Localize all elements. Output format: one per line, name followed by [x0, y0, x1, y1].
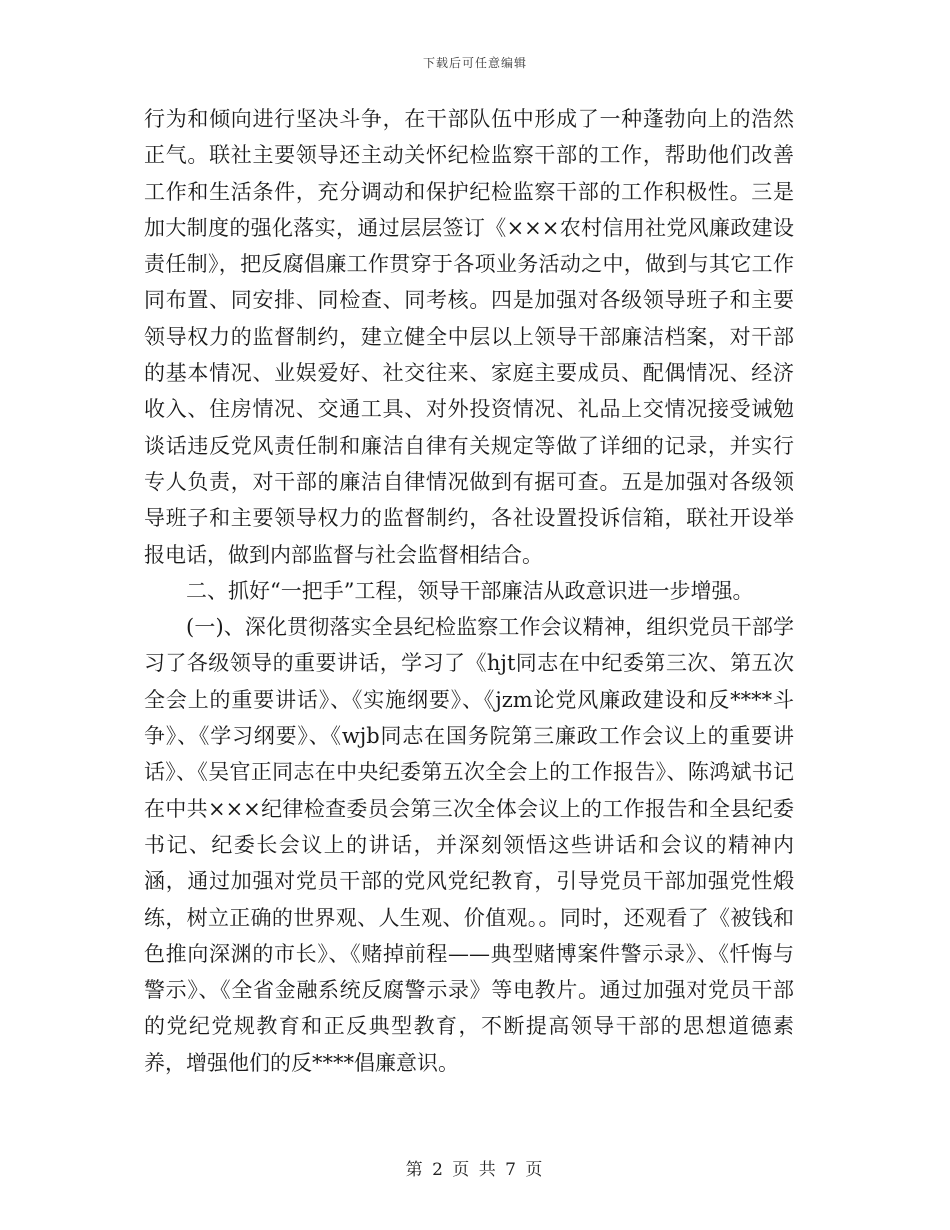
paragraph-1: 行为和倾向进行坚决斗争，在干部队伍中形成了一种蓬勃向上的浩然正气。联社主要领导还主动关怀纪检监察干部的工作，帮助他们改善工作和生活条件，充分调动和保护纪检监察干部的工作积极性。三是加大制度的强化落实，通过层层签订《×××农村信用社党风廉政建设责任制》，把反腐倡廉工作贯穿于各项业务活动之中，做到与其它工作同布置、同安排、同检查、同考核。四是加强对各级领导班子和主要领导权力的监督制约，建立健全中层以上领导干部廉洁档案，对干部的基本情况、业娱爱好、社交往来、家庭主要成员、配偶情况、经济收入、住房情况、交通工具、对外投资情况、礼品上交情况接受诫勉谈话违反党风责任制和廉洁自律有关规定等做了详细的记录，并实行专人负责，对干部的廉洁自律情况做到有据可查。五是加强对各级领导班子和主要领导权力的监督制约，各社设置投诉信箱，联社开设举报电话，做到内部监督与社会监督相结合。 — [144, 107, 794, 567]
page-header: 下载后可任意编辑 — [422, 56, 527, 70]
paragraph-3: (一)、深化贯彻落实全县纪检监察工作会议精神，组织党员干部学习了各级领导的重要讲话，学习了《hjt同志在中纪委第三次、第五次全会上的重要讲话》、《实施纲要》、《jzm论党风廉政建设和反****斗争》、《学习纲要》、《wjb同志在国务院第三廉政工作会议上的重要讲话》、《吴官正同志在中央纪委第五次全会上的工作报告》、陈鸿斌书记在中共×××纪律检查委员会第三次全体会议上的工作报告和全县纪委书记、纪委长会议上的讲话，并深刻领悟这些讲话和会议的精神内涵，通过加强对党员干部的党风党纪教育，引导党员干部加强党性煅练，树立正确的世界观、人生观、价值观。。同时，还观看了《被钱和色推向深渊的市长》、《赌掉前程——典型赌博案件警示录》、《忏悔与警示》、《全省金融系统反腐警示录》等电教片。通过加强对党员干部的党纪党规教育和正反典型教育，不断提高领导干部的思想道德素养，增强他们的反****倡廉意识。 — [144, 615, 794, 1075]
document-body — [144, 101, 794, 1081]
paragraph-2-section-heading: 二、抓好“一把手”工程，领导干部廉洁从政意识进一步增强。 — [186, 578, 754, 603]
page-footer-page-number: 第 2 页 共 7 页 — [405, 1160, 545, 1180]
